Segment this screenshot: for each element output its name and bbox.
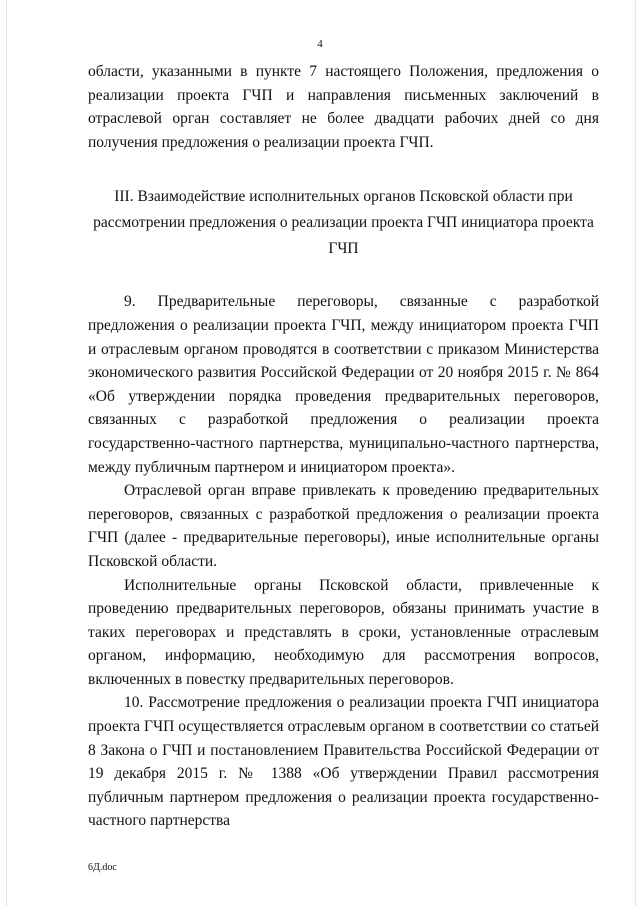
paragraph-intro: области, указанными в пункте 7 настоящего Положения, предложения о реализации проекта ГЧП и направления письменных заключений в отраслевой орган составляет не более двадцати рабочих дней со дня получения предложения о реализации проекта ГЧП. (88, 63, 599, 151)
page-number: 4 (317, 38, 323, 50)
scan-edge-left (6, 0, 8, 905)
paragraph-9: 9. Предварительные переговоры, связанные с разработкой предложения о реализации проекта ГЧП, между инициатором проекта ГЧП и отраслевым органом проводятся в соответствии с приказом Министерства экономического развития Российской Федерации от 20 ноября 2015 г. № 864 «Об утверждении порядка проведения предварительных переговоров, связанных с разработкой предложения о реализации проекта государственно-частного партнерства, муниципально-частного партнерства, между публичным партнером и инициатором проекта». (88, 293, 599, 476)
document-body (88, 60, 599, 833)
paragraph-9-executive-bodies: Исполнительные органы Псковской области, привлеченные к проведению предварительных переговоров, обязаны принимать участие в таких переговорах и представлять в сроки, установленные отраслевым органом, информацию, необходимую для рассмотрения вопросов, включенных в повестку предварительных переговоров. (88, 576, 599, 688)
footer-filename: 6Д.doc (88, 862, 117, 873)
paragraph-9-industry-body: Отраслевой орган вправе привлекать к проведению предварительных переговоров, связанных с разработкой предложения о реализации проекта ГЧП (далее - предварительные переговоры), иные исполнительные органы Псковской области. (88, 482, 599, 570)
scan-edge-right (635, 0, 637, 905)
paragraph-10: 10. Рассмотрение предложения о реализации проекта ГЧП инициатора проекта ГЧП осуществляется отраслевым органом в соответствии со статьей 8 Закона о ГЧП и постановлением Правительства Российской Федерации от 19 декабря 2015 г. № 1388 «Об утверждении Правил рассмотрения публичным партнером предложения о реализации проекта государственно-частного партнерства (88, 694, 599, 830)
section-heading: III. Взаимодействие исполнительных органов Псковской области при рассмотрении предложения о реализации проекта ГЧП инициатора проекта ГЧП (93, 188, 594, 258)
